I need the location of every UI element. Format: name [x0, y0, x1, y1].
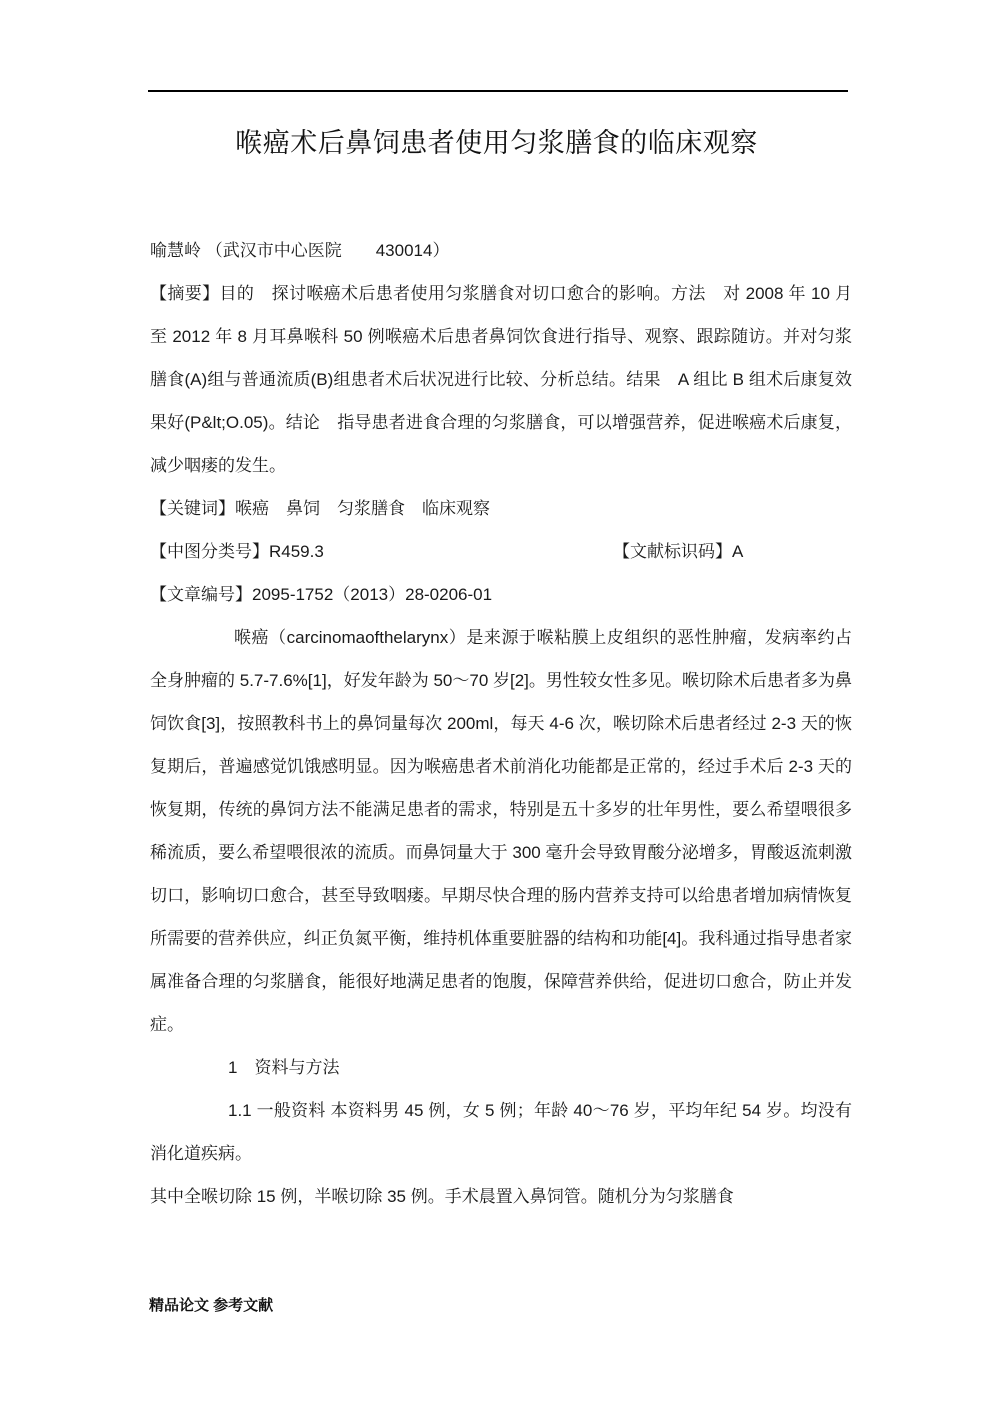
- general-data-paragraph: 1.1 一般资料 本资料男 45 例，女 5 例；年龄 40～76 岁，平均年纪 54 岁。均没有消化道疾病。: [150, 1101, 852, 1163]
- article-number-line: 【文章编号】2095-1752（2013）28-0206-01: [150, 585, 493, 604]
- abstract-paragraph: 【摘要】目的 探讨喉癌术后患者使用匀浆膳食对切口愈合的影响。方法 对 2008 年 10 月至 2012 年 8 月耳鼻喉科 50 例喉癌术后患者鼻饲饮食进行指导、观察、跟踪随访。并对匀浆膳食(A)组与普通流质(B)组患者术后状况进行比较、分析总结。结果 A 组比 B 组术后康复效果好(P&lt;O.05)。结论 指导患者进食合理的匀浆膳食，可以增强营养，促进喉癌术后康复，减少咽瘘的发生。: [150, 284, 852, 475]
- clc-number: 【中图分类号】R459.3: [150, 542, 324, 561]
- document-code: 【文献标识码】A: [613, 542, 744, 561]
- author-line: 喻慧岭 （武汉市中心医院 430014）: [150, 241, 450, 260]
- classification-line: [150, 530, 852, 573]
- footer-note: 精品论文 参考文献: [149, 1297, 274, 1314]
- document-body: [150, 229, 852, 1218]
- keywords-line: 【关键词】喉癌 鼻饲 匀浆膳食 临床观察: [150, 499, 490, 518]
- grouping-paragraph: 其中全喉切除 15 例，半喉切除 35 例。手术晨置入鼻饲管。随机分为匀浆膳食: [150, 1187, 734, 1206]
- section-heading: 1 资料与方法: [228, 1058, 340, 1077]
- header-rule: [148, 90, 848, 92]
- introduction-paragraph: 喉癌（carcinomaofthelarynx）是来源于喉粘膜上皮组织的恶性肿瘤，发病率约占全身肿瘤的 5.7-7.6%[1]，好发年龄为 50～70 岁[2]。男性较女性多见。喉切除术后患者多为鼻饲饮食[3]，按照教科书上的鼻饲量每次 200ml，每天 4-6 次，喉切除术后患者经过 2-3 天的恢复期后，普遍感觉饥饿感明显。因为喉癌患者术前消化功能都是正常的，经过手术后 2-3 天的恢复期，传统的鼻饲方法不能满足患者的需求，特别是五十多岁的壮年男性，要么希望喂很多稀流质，要么希望喂很浓的流质。而鼻饲量大于 300 毫升会导致胃酸分泌增多，胃酸返流刺激切口，影响切口愈合，甚至导致咽瘘。早期尽快合理的肠内营养支持可以给患者增加病情恢复所需要的营养供应，纠正负氮平衡，维持机体重要脏器的结构和功能[4]。我科通过指导患者家属准备合理的匀浆膳食，能很好地满足患者的饱腹，保障营养供给，促进切口愈合，防止并发症。: [150, 628, 852, 1034]
- document-title: 喉癌术后鼻饲患者使用匀浆膳食的临床观察: [235, 128, 758, 158]
